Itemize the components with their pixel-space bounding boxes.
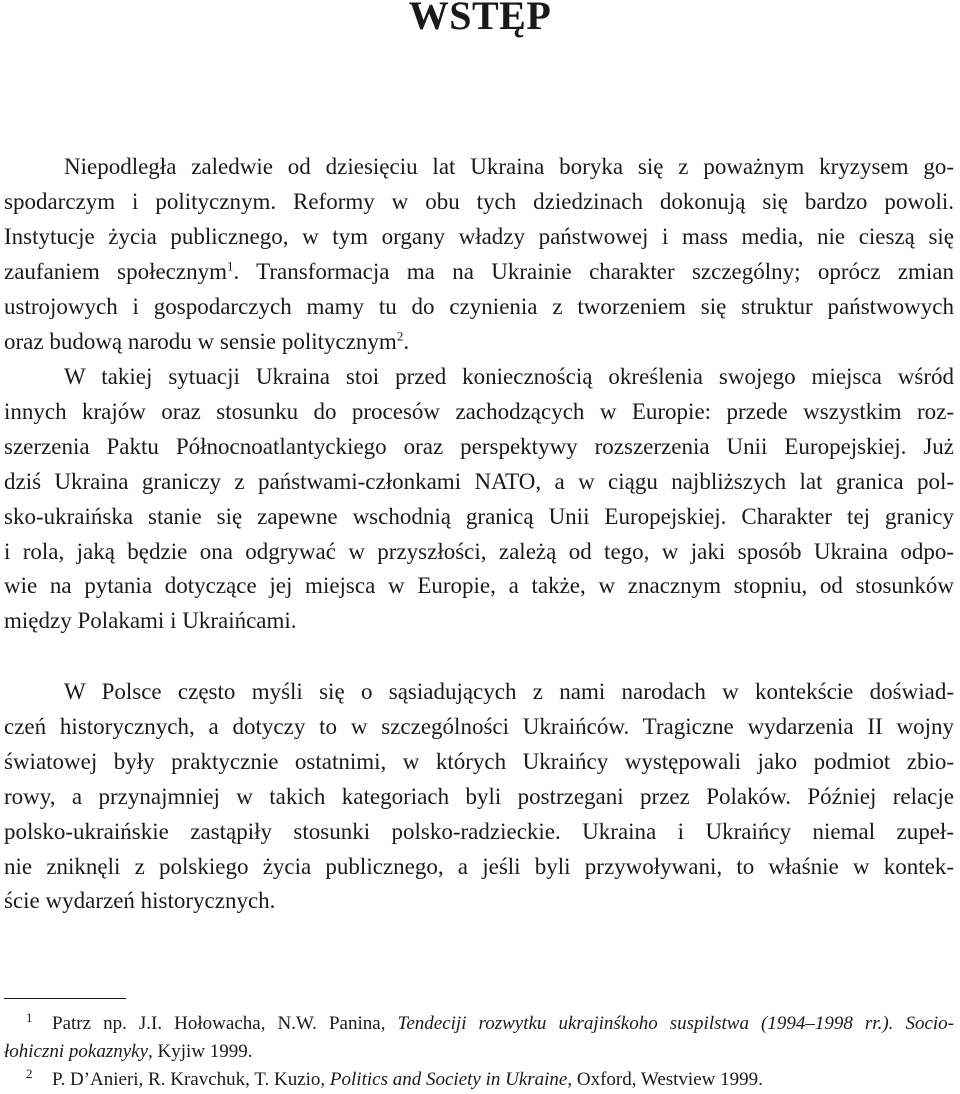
text-line: W takiej sytuacji Ukraina stoi przed koniecznością określenia swojego miejsca wśród: [64, 364, 954, 389]
page-title: WSTĘP: [408, 0, 552, 38]
paragraph-3: [4, 675, 954, 919]
footnote-text: P. D’Anieri, R. Kravchuk, T. Kuzio,: [52, 1069, 330, 1090]
footnote-divider: [4, 998, 126, 999]
paragraph-2: [4, 360, 954, 639]
text-line: ustrojowych i gospodarczych mamy tu do czynienia z tworzeniem się struktur państwowych: [4, 293, 954, 319]
footnote-text: , Kyjiw 1999.: [148, 1041, 253, 1062]
footnote-ref-1: 1: [226, 258, 234, 274]
text-line: dziś Ukraina graniczy z państwami-członkami NATO, a w ciągu najbliższych lat granica pol-: [4, 468, 954, 494]
text-line: innych krajów oraz stosunku do procesów zachodzących w Europie: przede wszystkim roz-: [4, 398, 954, 424]
text-line: rowy, a przynajmniej w takich kategoriach byli postrzegani przez Polaków. Później relacje: [4, 783, 954, 809]
paragraph-1: [4, 150, 954, 359]
text-fragment: zaufaniem społecznym: [4, 258, 227, 284]
text-line: światowej były praktycznie ostatnimi, w których Ukraińcy występowali jako podmiot zbio-: [4, 748, 954, 774]
text-fragment: .: [403, 328, 410, 354]
footnote-ref-2: 2: [396, 327, 404, 343]
footnote-line: 2 P. D’Anieri, R. Kravchuk, T. Kuzio, Politics and Society in Ukraine, Oxford, Westview 1999.: [26, 1065, 763, 1090]
text-line: Instytucje życia publicznego, w tym organy władzy państwowej i mass media, nie cieszą się: [4, 223, 954, 249]
footnote-title: Politics and Society in Ukraine: [329, 1069, 568, 1090]
text-line: ście wydarzeń historycznych.: [4, 888, 276, 914]
footnotes: [4, 1010, 954, 1094]
text-line: szerzenia Paktu Północnoatlantyckiego oraz perspektywy rozszerzenia Unii Europejskiej. Już: [4, 433, 954, 459]
footnote-1: [4, 1010, 954, 1066]
footnote-title: łohiczni pokaznyky: [4, 1041, 149, 1062]
footnote-line: 1 Patrz np. J.I. Hołowacha, N.W. Panina, Tendeciji rozwytku ukrajinśkoho suspilstwa (1994–1998 rr.). Socio-: [26, 1009, 955, 1034]
text-fragment: oraz budową narodu w sensie politycznym: [4, 328, 397, 354]
text-line: czeń historycznych, a dotyczy to w szczególności Ukraińców. Tragiczne wydarzenia II wojny: [4, 713, 954, 739]
footnote-text: Patrz np. J.I. Hołowacha, N.W. Panina,: [52, 1013, 398, 1034]
footnote-line: [4, 1038, 954, 1066]
footnote-2: [4, 1066, 954, 1094]
text-fragment: . Transformacja ma na Ukrainie charakter szczególny; oprócz zmian: [233, 258, 954, 284]
text-line: i rola, jaką będzie ona odgrywać w przyszłości, zależą od tego, w jaki sposób Ukraina odpo-: [4, 538, 954, 564]
text-line: W Polsce często myśli się o sąsiadujących z nami narodach w kontekście doświad-: [64, 679, 954, 704]
text-line: między Polakami i Ukraińcami.: [4, 608, 297, 634]
text-line: [4, 255, 954, 290]
text-line: wie na pytania dotyczące jej miejsca w Europie, a także, w znacznym stopniu, od stosunków: [4, 573, 954, 599]
text-line: [4, 325, 954, 360]
footnote-title: Tendeciji rozwytku ukrajinśkoho suspilstwa (1994–1998 rr.). Socio-: [397, 1013, 955, 1034]
footnote-text: , Oxford, Westview 1999.: [567, 1069, 763, 1090]
text-line: spodarczym i politycznym. Reformy w obu tych dziedzinach dokonują się bardzo powoli.: [4, 188, 954, 214]
text-line: nie zniknęli z polskiego życia publicznego, a jeśli byli przywoływani, to właśnie w kontek-: [4, 853, 954, 879]
text-line: polsko-ukraińskie zastąpiły stosunki polsko-radzieckie. Ukraina i Ukraińcy niemal zupeł-: [4, 818, 954, 844]
text-line: sko-ukraińska stanie się zapewne wschodnią granicą Unii Europejskiej. Charakter tej granicy: [4, 503, 954, 529]
text-line: Niepodległa zaledwie od dziesięciu lat Ukraina boryka się z poważnym kryzysem go-: [64, 154, 954, 179]
